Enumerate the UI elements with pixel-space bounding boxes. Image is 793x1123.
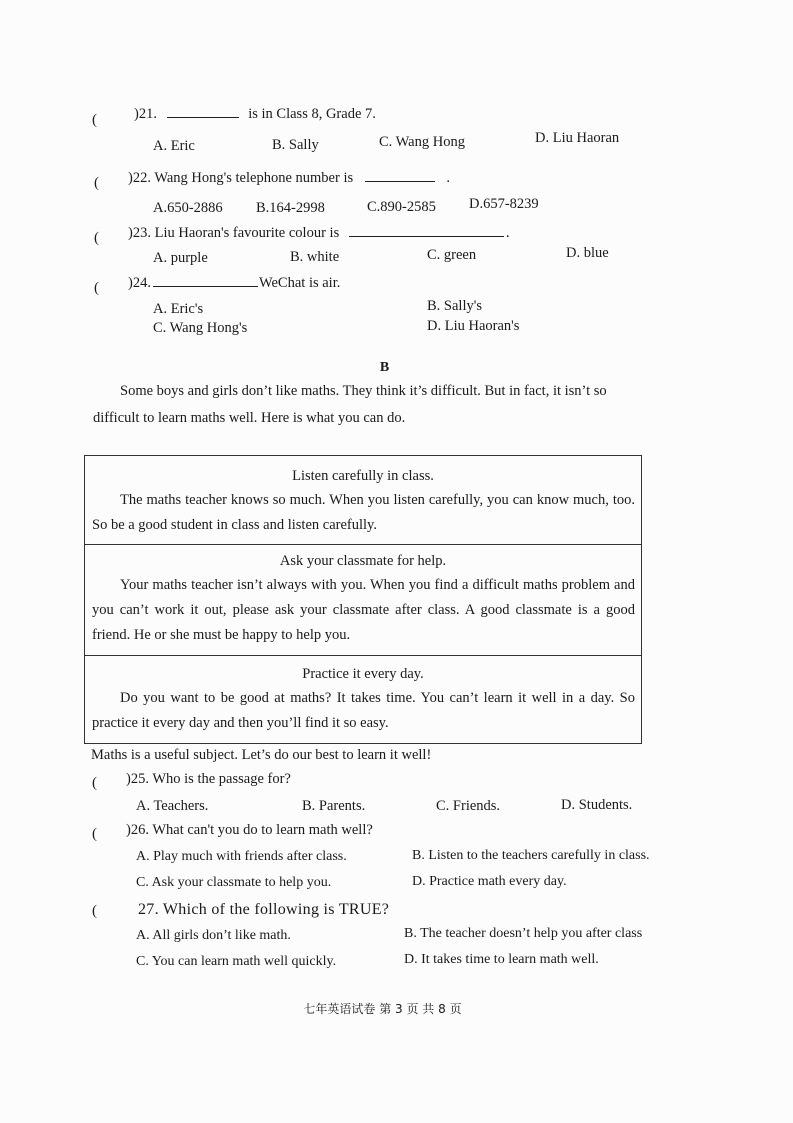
tip-box-1-body: The maths teacher knows so much. When you listen carefully, you can know much, too. So be a good student in class and listen carefully. <box>92 492 635 533</box>
q25-option-a[interactable]: A. Teachers. <box>136 798 209 814</box>
closing-line: Maths is a useful subject. Let’s do our best to learn it well! <box>91 747 432 763</box>
q21-option-b[interactable]: B. Sally <box>272 137 319 153</box>
q26-option-c[interactable]: C. Ask your classmate to help you. <box>136 875 332 890</box>
q27-option-a[interactable]: A. All girls don’t like math. <box>136 928 291 943</box>
q21-option-a[interactable]: A. Eric <box>153 138 195 154</box>
tip-box-1-title: Listen carefully in class. <box>292 468 434 484</box>
q21-option-c[interactable]: C. Wang Hong <box>379 134 465 150</box>
q22-blank[interactable] <box>365 180 435 182</box>
q23-number: )23. <box>128 225 151 241</box>
q27-stem: 27. Which of the following is TRUE? <box>138 901 390 918</box>
q25-option-c[interactable]: C. Friends. <box>436 798 501 814</box>
q24-paren: ( <box>94 280 99 296</box>
tip-box-1 <box>84 455 642 545</box>
q22-paren: ( <box>94 175 99 191</box>
section-b-heading: B <box>379 360 390 375</box>
q24-option-a[interactable]: A. Eric's <box>153 301 204 317</box>
q23-option-c[interactable]: C. green <box>427 247 477 263</box>
q24-number: )24. <box>128 275 151 291</box>
q21-option-d[interactable]: D. Liu Haoran <box>535 130 620 146</box>
tip-box-3 <box>84 655 642 744</box>
q21-number: )21. <box>134 106 157 122</box>
q26-paren: ( <box>92 826 97 842</box>
q22-option-a[interactable]: A.650-2886 <box>153 200 223 216</box>
q21-stem <box>134 106 376 123</box>
q23-end: . <box>505 225 510 241</box>
q22-stem <box>128 170 450 187</box>
q23-option-b[interactable]: B. white <box>290 249 340 265</box>
q27-option-d[interactable]: D. It takes time to learn math well. <box>404 952 599 967</box>
q26-text: What can't you do to learn math well? <box>152 822 373 838</box>
q25-text: Who is the passage for? <box>152 771 291 787</box>
tip-box-2 <box>84 544 642 656</box>
q25-option-b[interactable]: B. Parents. <box>302 798 366 814</box>
tip-box-3-body: Do you want to be good at maths? It takes time. You can’t learn it well in a day. So practice it every day and then you’ll find it so easy. <box>92 690 635 731</box>
page-footer: 七年英语试卷 第 3 页 共 8 页 <box>303 1002 462 1016</box>
intro-line-2: difficult to learn maths well. Here is what you can do. <box>93 410 406 426</box>
q24-stem <box>128 275 340 292</box>
q21-text: is in Class 8, Grade 7. <box>248 106 376 122</box>
q27-option-b[interactable]: B. The teacher doesn’t help you after class <box>404 926 643 941</box>
q21-blank[interactable] <box>167 116 239 118</box>
q24-blank[interactable] <box>153 285 258 287</box>
q22-option-b[interactable]: B.164-2998 <box>256 200 325 216</box>
q23-stem <box>128 225 509 242</box>
q25-paren: ( <box>92 775 97 791</box>
q26-option-a[interactable]: A. Play much with friends after class. <box>136 849 347 864</box>
q27-paren: ( <box>92 903 97 919</box>
q25-stem <box>126 771 291 788</box>
q26-option-b[interactable]: B. Listen to the teachers carefully in class. <box>412 848 650 863</box>
q22-end: . <box>446 170 450 186</box>
q26-option-d[interactable]: D. Practice math every day. <box>412 874 567 889</box>
q22-number: )22. <box>128 170 151 186</box>
q24-option-c[interactable]: C. Wang Hong's <box>153 320 248 336</box>
q22-option-c[interactable]: C.890-2585 <box>367 199 436 215</box>
q23-text: Liu Haoran's favourite colour is <box>154 225 340 241</box>
tip-box-3-title: Practice it every day. <box>302 666 424 682</box>
q21-paren: ( <box>92 112 97 128</box>
intro-line-1: Some boys and girls don’t like maths. They think it’s difficult. But in fact, it isn’t so <box>120 383 607 399</box>
q26-stem <box>126 822 373 839</box>
q27-option-c[interactable]: C. You can learn math well quickly. <box>136 954 337 969</box>
q26-number: )26. <box>126 822 149 838</box>
q23-option-d[interactable]: D. blue <box>566 245 609 261</box>
q23-option-a[interactable]: A. purple <box>153 250 208 266</box>
q22-option-d[interactable]: D.657-8239 <box>469 196 539 212</box>
q25-option-d[interactable]: D. Students. <box>561 797 633 813</box>
q22-text: Wang Hong's telephone number is <box>154 170 354 186</box>
tip-box-2-title: Ask your classmate for help. <box>279 553 447 569</box>
q23-blank[interactable] <box>349 235 504 237</box>
q25-number: )25. <box>126 771 149 787</box>
tip-box-2-body: Your maths teacher isn’t always with you. When you find a difficult maths problem and you can’t work it out, please ask your classmate after class. A good classmate is a good friend. He or she must be happy to help you. <box>92 577 635 643</box>
q24-text: WeChat is air. <box>258 275 341 291</box>
q24-option-d[interactable]: D. Liu Haoran's <box>427 318 520 334</box>
q23-paren: ( <box>94 230 99 246</box>
q24-option-b[interactable]: B. Sally's <box>427 298 482 314</box>
